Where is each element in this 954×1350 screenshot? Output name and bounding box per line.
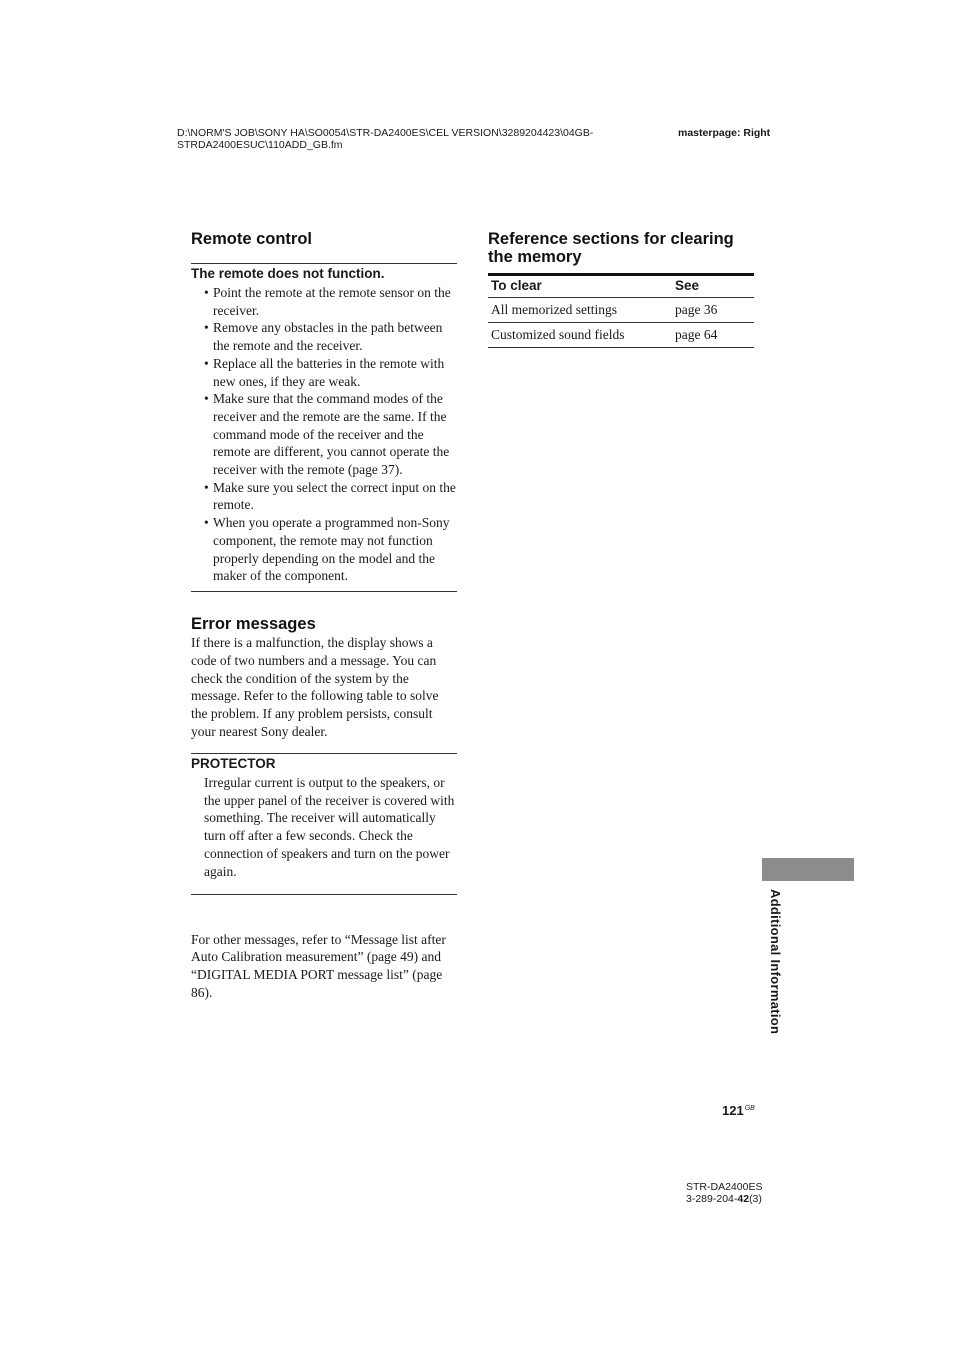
side-tab-label: Additional Information	[768, 889, 783, 1035]
protector-description: Irregular current is output to the speakers, or the upper panel of the receiver is covered with something. The receiver will automatically turn off after a few seconds. Check the connection of speakers and turn on the power again.	[204, 774, 455, 879]
file-path-line-1: D:\NORM'S JOB\SONY HA\SO0054\STR-DA2400ES\CEL VERSION\3289204423\04GB-	[177, 127, 594, 139]
model-info	[686, 1181, 762, 1205]
table-cell-see: page 64	[672, 323, 754, 348]
model-code-prefix: 3-289-204-	[686, 1193, 738, 1205]
remote-bullet-list	[191, 284, 457, 585]
table-header-row	[488, 275, 754, 298]
table-cell-clear: Customized sound fields	[488, 323, 672, 348]
table-row	[488, 298, 754, 323]
list-item: • Remove any obstacles in the path between the remote and the receiver.	[213, 319, 457, 354]
page-number-value: 121	[722, 1103, 744, 1118]
remote-subhead: The remote does not function.	[191, 263, 457, 282]
table-cell-see: page 36	[672, 298, 754, 323]
file-path-line-2: STRDA2400ESUC\110ADD_GB.fm	[177, 139, 343, 151]
model-name: STR-DA2400ES	[686, 1181, 763, 1193]
remote-control-section	[191, 230, 457, 592]
table-cell-clear: All memorized settings	[488, 298, 672, 323]
list-item: • When you operate a programmed non-Sony component, the remote may not function properly depending on the model and the maker of the component.	[213, 514, 457, 585]
table-row	[488, 323, 754, 348]
list-item: • Replace all the batteries in the remote with new ones, if they are weak.	[213, 355, 457, 390]
section-divider	[191, 894, 457, 895]
error-messages-intro: If there is a malfunction, the display shows a code of two numbers and a message. You can check the condition of the system by the message. Refer to the following table to solve the problem. If any problem persists, consult your nearest Sony dealer.	[191, 635, 439, 739]
column-header-to-clear: To clear	[488, 275, 672, 298]
list-item: • Make sure you select the correct input on the remote.	[213, 479, 457, 514]
reference-table	[488, 273, 754, 348]
error-messages-title: Error messages	[191, 615, 316, 633]
section-divider	[191, 591, 457, 592]
model-code-bold: 42	[737, 1193, 750, 1205]
file-path-header	[177, 127, 593, 151]
list-item: • Make sure that the command modes of the receiver and the remote are the same. If the command mode of the receiver and the remote are different, you cannot operate the receiver with the remote (page 37).	[213, 390, 457, 479]
error-messages-section	[191, 615, 457, 1002]
model-code	[686, 1193, 762, 1205]
page-number-suffix: GB	[744, 1105, 755, 1112]
protector-title: PROTECTOR	[191, 753, 457, 772]
page-number	[722, 1103, 755, 1118]
model-code-suffix: (3)	[749, 1193, 762, 1205]
list-item: • Point the remote at the remote sensor on the receiver.	[213, 284, 457, 319]
other-messages-note: For other messages, refer to “Message list after Auto Calibration measurement” (page 49) and “DIGITAL MEDIA PORT message list” (page 86).	[191, 931, 446, 1000]
column-header-see: See	[672, 275, 754, 298]
reference-section	[488, 230, 754, 348]
remote-control-title: Remote control	[191, 230, 313, 248]
section-tab-marker	[762, 858, 854, 881]
reference-title: Reference sections for clearing the memory	[488, 230, 734, 266]
masterpage-label: masterpage: Right	[678, 127, 771, 139]
